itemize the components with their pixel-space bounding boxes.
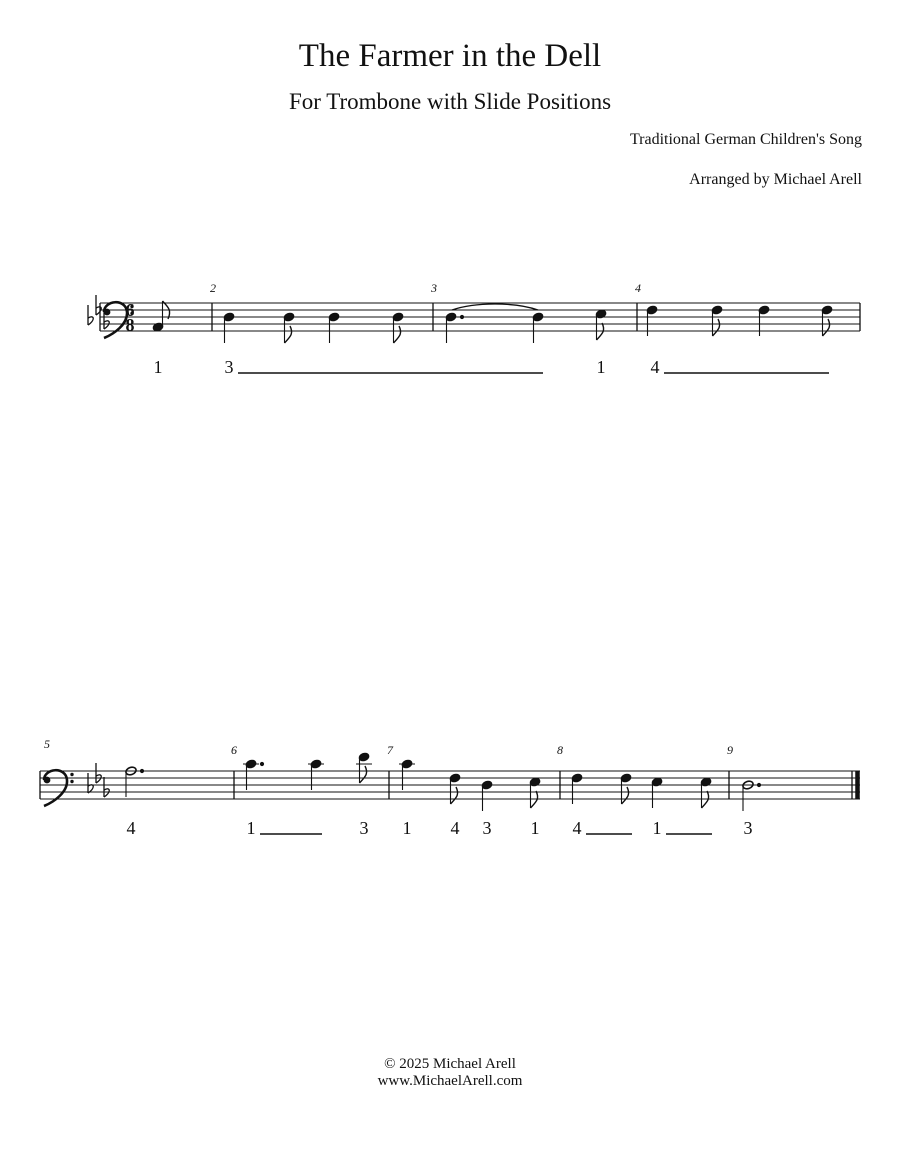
slide-position: 4 [650, 357, 660, 377]
tie [452, 304, 538, 310]
notes-system-2 [125, 752, 761, 811]
flat-icon [96, 763, 101, 783]
slide-position: 1 [402, 818, 412, 838]
copyright-notice: © 2025 Michael Arell [384, 1056, 516, 1072]
flat-icon [88, 305, 93, 325]
staff-system-1 [88, 281, 860, 377]
slide-position: 3 [482, 818, 492, 838]
measure-number: 7 [387, 743, 393, 757]
page-footer [0, 1056, 900, 1090]
time-signature-top: 6 [125, 300, 135, 320]
measure-number: 2 [210, 281, 216, 295]
piece-title: The Farmer in the Dell [298, 38, 602, 74]
slide-position: 4 [450, 818, 460, 838]
measure-number: 5 [44, 737, 50, 751]
measure-number: 8 [557, 743, 563, 757]
notes-system-1 [152, 301, 833, 343]
flat-icon [104, 777, 109, 797]
bass-clef-icon [44, 770, 74, 806]
composer-credit: Traditional German Children's Song [629, 131, 862, 148]
flat-icon [88, 773, 93, 793]
measure-number: 4 [635, 281, 641, 295]
website-link[interactable]: www.MichaelArell.com [377, 1073, 523, 1089]
staff-lines [100, 303, 860, 331]
measure-number: 6 [231, 743, 237, 757]
slide-position: 1 [246, 818, 256, 838]
time-signature-bottom: 8 [125, 315, 135, 335]
slide-position: 4 [126, 818, 136, 838]
piece-subtitle: For Trombone with Slide Positions [288, 89, 612, 114]
staff-system-2 [40, 737, 860, 838]
slide-position: 3 [743, 818, 753, 838]
slide-position: 3 [224, 357, 234, 377]
measure-number: 9 [727, 743, 733, 757]
slide-position: 4 [572, 818, 582, 838]
arranger-credit: Arranged by Michael Arell [689, 171, 862, 188]
slide-position: 1 [530, 818, 540, 838]
slide-position: 1 [153, 357, 163, 377]
slide-position: 1 [652, 818, 662, 838]
slide-position: 3 [359, 818, 369, 838]
slide-position: 1 [596, 357, 606, 377]
measure-number: 3 [431, 281, 437, 295]
